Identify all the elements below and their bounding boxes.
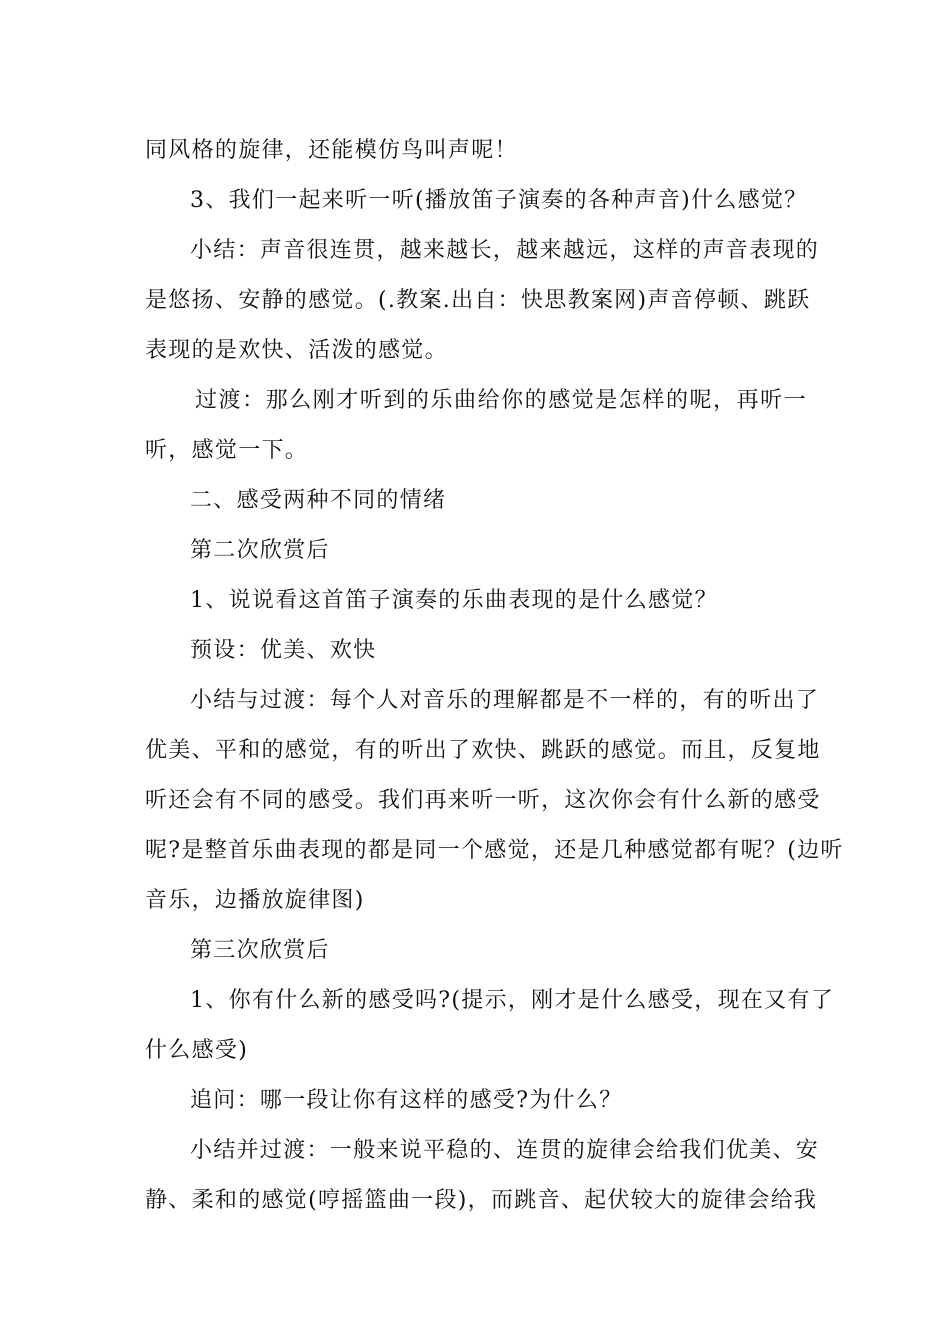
text-line: 追问：哪一段让你有这样的感受?为什么？ bbox=[190, 1088, 623, 1113]
text-line: 预设：优美、欢快 bbox=[190, 638, 377, 663]
section-heading: 二、感受两种不同的情绪 bbox=[190, 488, 447, 513]
text-line: 音乐，边播放旋律图) bbox=[145, 888, 365, 913]
text-line: 是悠扬、安静的感觉。(.教案.出自：快思教案网)声音停顿、跳跃 bbox=[145, 288, 811, 313]
subheading: 第二次欣赏后 bbox=[190, 538, 330, 563]
text-line: 优美、平和的感觉，有的听出了欢快、跳跃的感觉。而且，反复地 bbox=[145, 738, 821, 763]
text-line: 呢?是整首乐曲表现的都是同一个感觉，还是几种感觉都有呢？(边听 bbox=[145, 838, 844, 863]
text-line: 听还会有不同的感受。我们再来听一听，这次你会有什么新的感受 bbox=[145, 788, 821, 813]
text-line: 小结并过渡：一般来说平稳的、连贯的旋律会给我们优美、安 bbox=[190, 1138, 820, 1163]
text-line: 同风格的旋律，还能模仿鸟叫声呢！ bbox=[145, 138, 518, 163]
text-line: 1、说说看这首笛子演奏的乐曲表现的是什么感觉？ bbox=[190, 588, 718, 613]
text-line: 小结与过渡：每个人对音乐的理解都是不一样的，有的听出了 bbox=[190, 688, 820, 713]
text-line: 小结：声音很连贯，越来越长，越来越远，这样的声音表现的 bbox=[190, 238, 820, 263]
text-line: 1、你有什么新的感受吗?(提示，刚才是什么感受，现在又有了 bbox=[190, 988, 835, 1013]
text-line: 过渡：那么刚才听到的乐曲给你的感觉是怎样的呢，再听一 bbox=[195, 388, 807, 413]
text-line: 静、柔和的感觉(哼摇篮曲一段)，而跳音、起伏较大的旋律会给我 bbox=[145, 1188, 818, 1213]
text-line: 表现的是欢快、活泼的感觉。 bbox=[145, 338, 448, 363]
text-line: 听，感觉一下。 bbox=[145, 438, 309, 463]
text-line: 3、我们一起来听一听(播放笛子演奏的各种声音)什么感觉？ bbox=[190, 188, 808, 213]
document-body bbox=[145, 126, 844, 1226]
text-line: 什么感受) bbox=[145, 1038, 249, 1063]
subheading: 第三次欣赏后 bbox=[190, 938, 330, 963]
